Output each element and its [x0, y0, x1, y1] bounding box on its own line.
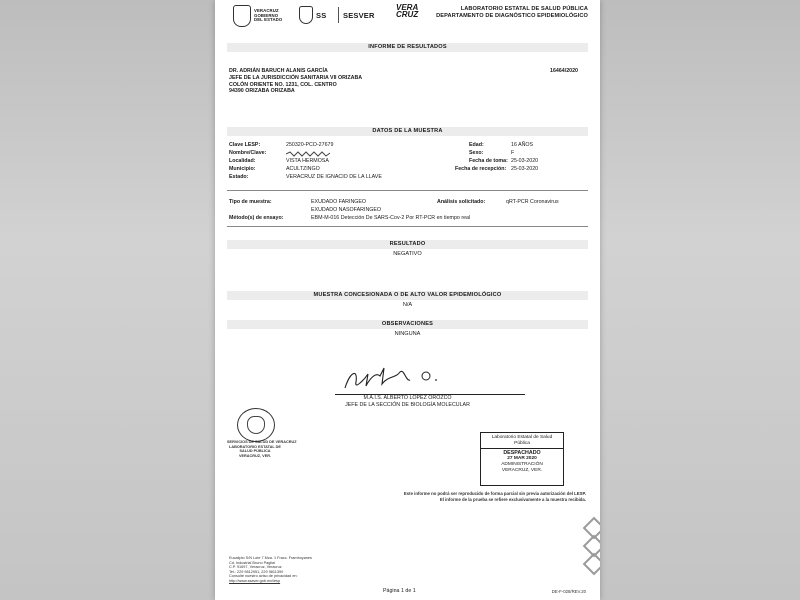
disclaimer-line-1: Este informe no podrá ser reproducido de forma parcial sin previa autorización del LESP.	[403, 491, 586, 496]
analysis-row-2	[229, 207, 584, 214]
stamp-area: ADMINISTRACIÓN	[501, 462, 543, 467]
edad-label: Edad:	[469, 142, 484, 148]
fecha-toma-label: Fecha de toma:	[469, 158, 508, 164]
analysis-row-1	[229, 199, 584, 206]
stamp-city: VERACRUZ, VER.	[501, 468, 543, 473]
stamp-status: DESPACHADO	[503, 450, 541, 456]
estado-value: VERACRUZ DE IGNACIO DE LA LLAVE	[286, 174, 382, 180]
signatory-title: JEFE DE LA SECCIÓN DE BIOLOGÍA MOLECULAR	[345, 402, 470, 408]
page-number: Página 1 de 1	[383, 588, 416, 594]
report-title: INFORME DE RESULTADOS	[227, 43, 588, 52]
gov-text-1: VERACRUZ	[254, 8, 279, 14]
seal-line-4: VERACRUZ, VER.	[238, 453, 272, 458]
observaciones-value: NINGUNA	[394, 331, 421, 337]
divider	[227, 226, 588, 227]
veracruz-brand-1: VERA	[396, 3, 419, 12]
sexo-label: Sexo:	[469, 150, 484, 156]
dept-name: DEPARTAMENTO DE DIAGNÓSTICO EPIDEMIOLÓGICO	[436, 13, 588, 19]
tipo-muestra-label: Tipo de muestra:	[229, 199, 272, 205]
muestra-concesionada-value: N/A	[402, 302, 413, 308]
resultado-title: RESULTADO	[227, 240, 588, 249]
footer-line-2: Cd. Industrial Bruno Pagliai	[229, 560, 276, 565]
privacy-link[interactable]: http://www.ssaver.gob.mx/lesp	[229, 578, 281, 583]
gov-text-3: DEL ESTADO	[254, 17, 283, 23]
background-right	[600, 0, 800, 600]
tipo-muestra-value-1: EXUDADO FARINGEO	[311, 199, 367, 205]
clave-label: Clave LESP:	[229, 142, 261, 148]
clave-value: 250320-PCO-27679	[286, 142, 334, 148]
sample-row-1	[229, 142, 584, 149]
fecha-recepcion-label: Fecha de recepción:	[455, 166, 507, 172]
footer-line-5: Consulte nuestro aviso de privacidad en:	[229, 574, 298, 579]
recipient-name: DR. ADRIÁN BARUCH ALANIS GARCÍA	[229, 68, 328, 74]
footer-line-3: C.P. 91697, Veracruz, Veracruz	[229, 565, 282, 570]
sample-row-3	[229, 158, 584, 165]
disclaimer	[404, 491, 586, 503]
ss-label: SS	[316, 10, 327, 20]
recipient-city: 94390 ORIZABA ORIZABA	[229, 88, 295, 95]
edad-value: 16 AÑOS	[511, 142, 534, 148]
stamp-date: 27 MAR 2020	[507, 456, 537, 461]
recipient-street: COLÓN ORIENTE NO. 1231, COL. CENTRO	[229, 81, 337, 88]
sample-row-4	[229, 166, 584, 173]
decorative-pattern-icon	[581, 515, 600, 577]
lab-title	[436, 6, 588, 20]
disclaimer-line-2: El informe de la prueba se refiere exclusivamente a la muestra recibida.	[439, 497, 586, 502]
redaction-scribble-icon	[286, 151, 330, 157]
localidad-value: VISTA HERMOSA	[286, 158, 329, 164]
document-page	[215, 0, 600, 600]
stamp-line-2: Pública	[514, 441, 530, 446]
official-seal-icon	[237, 408, 275, 442]
veracruz-government-logo	[233, 5, 282, 27]
seal-line-3: SALUD PÚBLICA	[239, 449, 271, 454]
federal-seal-icon	[299, 6, 313, 24]
seal-line-1: SERVICIOS DE SALUD DE VERACRUZ	[227, 440, 297, 444]
stamp-line-1: Laboratorio Estatal de Salud	[491, 435, 553, 440]
recipient-block	[229, 68, 362, 95]
analisis-value: qRT-PCR Coronavirus	[506, 199, 559, 205]
sexo-value: F	[511, 150, 515, 156]
veracruz-brand-logo	[396, 4, 418, 18]
sesver-logo	[338, 7, 375, 23]
municipio-value: ACULTZINGO	[286, 166, 320, 172]
fecha-toma-value: 25-03-2020	[511, 158, 539, 164]
recipient-position: JEFE DE LA JURISDICCIÓN SANITARIA VII ORIZABA	[229, 74, 363, 81]
sample-row-5	[229, 174, 584, 181]
divider	[227, 190, 588, 191]
sample-row-2	[229, 150, 584, 157]
analisis-label: Análisis solicitado:	[437, 199, 486, 205]
doc-code: DE-F-028/REV.20	[551, 589, 586, 594]
sesver-label: SESVER	[343, 10, 375, 20]
footer-line-1: Eucalipto S/N Lote 7 Mza. 1 Fracc. Framboyanes	[229, 556, 312, 560]
muestra-concesionada-title: MUESTRA CONCESIONADA O DE ALTO VALOR EPIDEMIOLÓGICO	[227, 291, 588, 300]
seal-text	[227, 440, 297, 458]
veracruz-brand-2: CRUZ	[396, 10, 419, 19]
signatory-name: M.A.I.S. ALBERTO LOPEZ OROZCO	[363, 395, 452, 401]
despachado-stamp	[480, 432, 564, 486]
metodo-label: Método(s) de ensayo:	[229, 215, 284, 221]
estado-label: Estado:	[229, 174, 249, 180]
folio-number: 16464/2020	[550, 68, 578, 74]
sample-section-title: DATOS DE LA MUESTRA	[227, 127, 588, 136]
ss-logo	[299, 6, 326, 24]
gov-text-2: GOBIERNO	[254, 12, 279, 18]
tipo-muestra-value-2: EXUDADO NASOFARINGEO	[311, 207, 382, 213]
metodo-value: EBM-M-016 Detección De SARS-Cov-2 Por RT-PCR en tiempo real	[311, 215, 471, 221]
analysis-row-3	[229, 215, 584, 222]
background-left	[0, 0, 215, 600]
localidad-label: Localidad:	[229, 158, 256, 164]
resultado-value: NEGATIVO	[393, 251, 422, 257]
signature-icon	[340, 362, 450, 394]
municipio-label: Municipio:	[229, 166, 256, 172]
footer-address	[229, 556, 312, 584]
seal-line-2: LABORATORIO ESTATAL DE	[229, 444, 281, 449]
lab-name: LABORATORIO ESTATAL DE SALUD PÚBLICA	[460, 6, 588, 12]
fecha-recepcion-value: 25-03-2020	[511, 166, 539, 172]
nombre-label: Nombre/Clave:	[229, 150, 267, 156]
observaciones-title: OBSERVACIONES	[227, 320, 588, 329]
veracruz-seal-icon	[233, 5, 251, 27]
footer-line-4: Tel.: 229 9812951, 229 9811390	[229, 569, 284, 574]
